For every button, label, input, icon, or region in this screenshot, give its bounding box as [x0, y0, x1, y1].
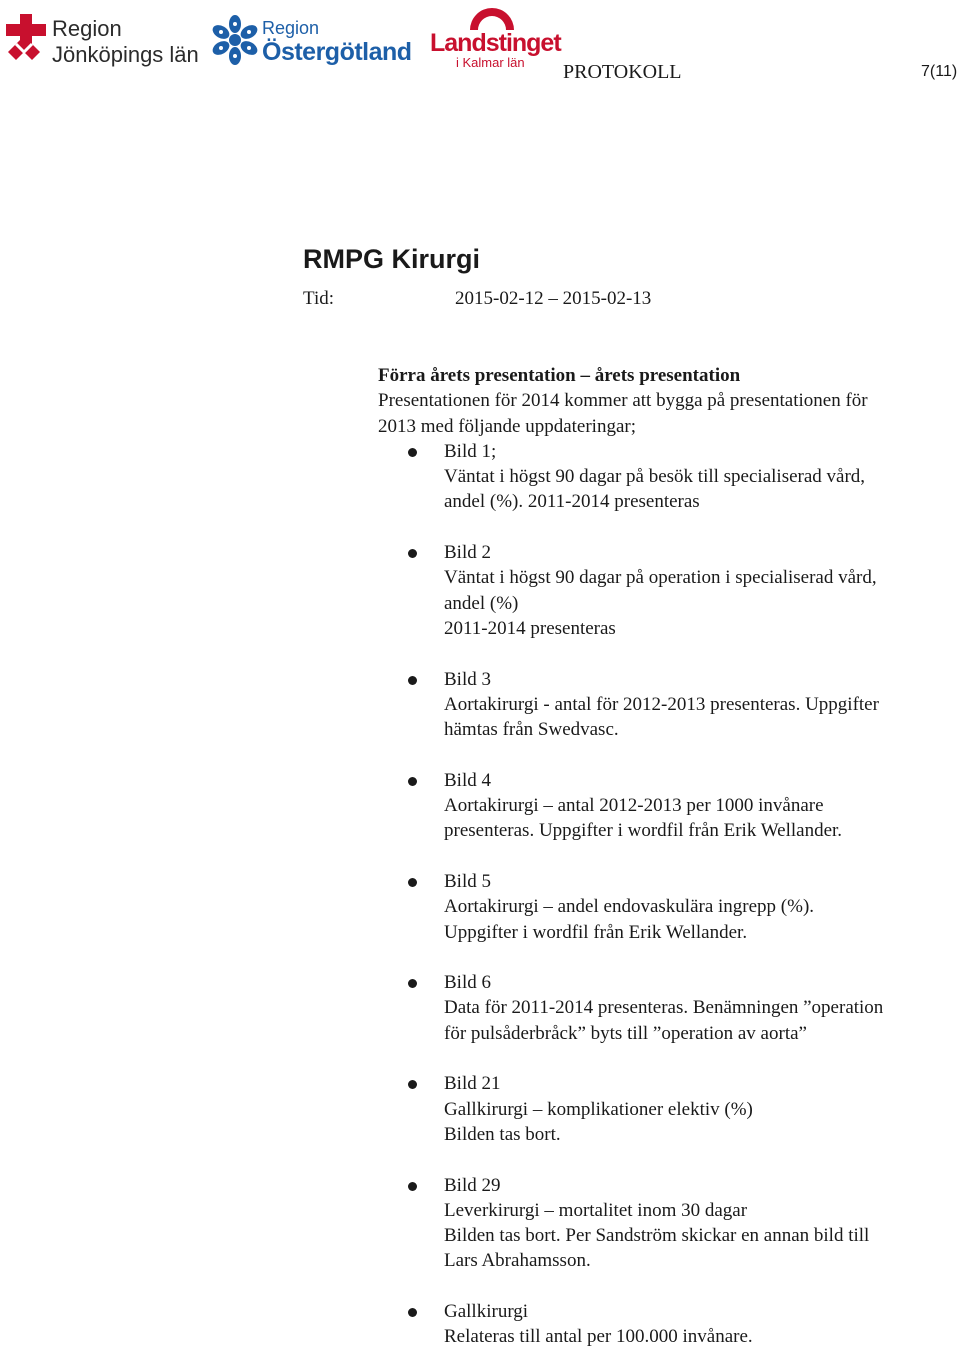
list-item	[378, 667, 953, 743]
landstinget-kalmar-logo	[428, 6, 561, 70]
item-heading: Bild 1;	[444, 440, 497, 462]
item-text-line: andel (%)	[444, 592, 519, 614]
region-ostergotland-logo	[210, 6, 410, 68]
item-heading: Bild 2	[444, 542, 491, 564]
intro-paragraph	[378, 388, 953, 439]
update-list	[378, 439, 953, 1350]
item-text-line: Gallkirurgi – komplikationer elektiv (%)	[444, 1098, 753, 1120]
item-text-line: Aortakirurgi – antal 2012-2013 per 1000 invånare	[444, 795, 824, 817]
item-text-line: Bilden tas bort. Per Sandström skickar en annan bild till	[444, 1225, 870, 1247]
item-text-line: presenteras. Uppgifter i wordfil från Erik Wellander.	[444, 820, 843, 842]
page-title: RMPG Kirurgi	[303, 244, 481, 274]
item-text-line: 2011-2014 presenteras	[444, 617, 616, 639]
main-content	[378, 363, 953, 1350]
item-text-line: Data för 2011-2014 presenteras. Benämningen ”operation	[444, 997, 884, 1019]
bullet-icon	[408, 676, 417, 685]
item-text-line: Uppgifter i wordfil från Erik Wellander.	[444, 921, 748, 943]
logo-line-1: Region	[52, 16, 122, 41]
bullet-icon	[408, 1182, 417, 1191]
item-text-line: Väntat i högst 90 dagar på besök till specialiserad vård,	[444, 466, 866, 488]
bullet-icon	[408, 1080, 417, 1089]
section-heading: Förra årets presentation – årets presentation	[378, 365, 741, 386]
item-text-line: Aortakirurgi - antal för 2012-2013 presenteras. Uppgifter	[444, 693, 879, 715]
item-heading: Bild 4	[444, 769, 491, 791]
document-type: PROTOKOLL	[563, 61, 682, 83]
item-heading: Bild 6	[444, 972, 491, 994]
bullet-icon	[408, 448, 417, 457]
item-text-line: hämtas från Swedvasc.	[444, 719, 619, 741]
logo-line-2: Jönköpings län	[52, 42, 199, 67]
item-text-line: Relateras till antal per 100.000 invånare.	[444, 1326, 753, 1348]
intro-line: 2013 med följande uppdateringar;	[378, 415, 637, 437]
logo-line-1: Region	[262, 18, 320, 38]
tid-label: Tid:	[303, 288, 334, 309]
list-item	[378, 439, 953, 515]
item-heading: Bild 29	[444, 1174, 501, 1196]
item-heading: Bild 21	[444, 1073, 501, 1095]
bullet-icon	[408, 1308, 417, 1317]
list-item	[378, 540, 953, 641]
list-item	[378, 1071, 953, 1147]
logo-line-2: i Kalmar län	[456, 55, 525, 70]
region-jonkoping-logo	[2, 6, 198, 68]
page-number: 7(11)	[921, 63, 958, 80]
logo-line-2: Östergötland	[262, 38, 412, 66]
bullet-icon	[408, 979, 417, 988]
item-text-line: andel (%). 2011-2014 presenteras	[444, 491, 700, 513]
tid-value: 2015-02-12 – 2015-02-13	[455, 288, 652, 309]
item-text-line: Väntat i högst 90 dagar på operation i specialiserad vård,	[444, 567, 877, 589]
list-item	[378, 970, 953, 1046]
item-heading: Bild 3	[444, 668, 491, 690]
item-text-line: Lars Abrahamsson.	[444, 1250, 591, 1272]
list-item	[378, 768, 953, 844]
intro-line: Presentationen för 2014 kommer att bygga på presentationen för	[378, 390, 868, 412]
bullet-icon	[408, 878, 417, 887]
snowflake-emblem-icon	[210, 14, 260, 66]
logo-line-1: Landstinget	[430, 29, 561, 57]
item-text-line: Aortakirurgi – andel endovaskulära ingrepp (%).	[444, 896, 815, 918]
item-text-line: för pulsåderbråck” byts till ”operation av aorta”	[444, 1022, 807, 1044]
bullet-icon	[408, 777, 417, 786]
bullet-icon	[408, 549, 417, 558]
item-heading: Bild 5	[444, 870, 491, 892]
list-item	[378, 1299, 953, 1350]
item-heading: Gallkirurgi	[444, 1300, 529, 1322]
item-text-line: Bilden tas bort.	[444, 1123, 561, 1145]
list-item	[378, 869, 953, 945]
list-item	[378, 1173, 953, 1274]
item-text-line: Leverkirurgi – mortalitet inom 30 dagar	[444, 1199, 748, 1221]
jonkoping-emblem-icon	[2, 14, 48, 66]
